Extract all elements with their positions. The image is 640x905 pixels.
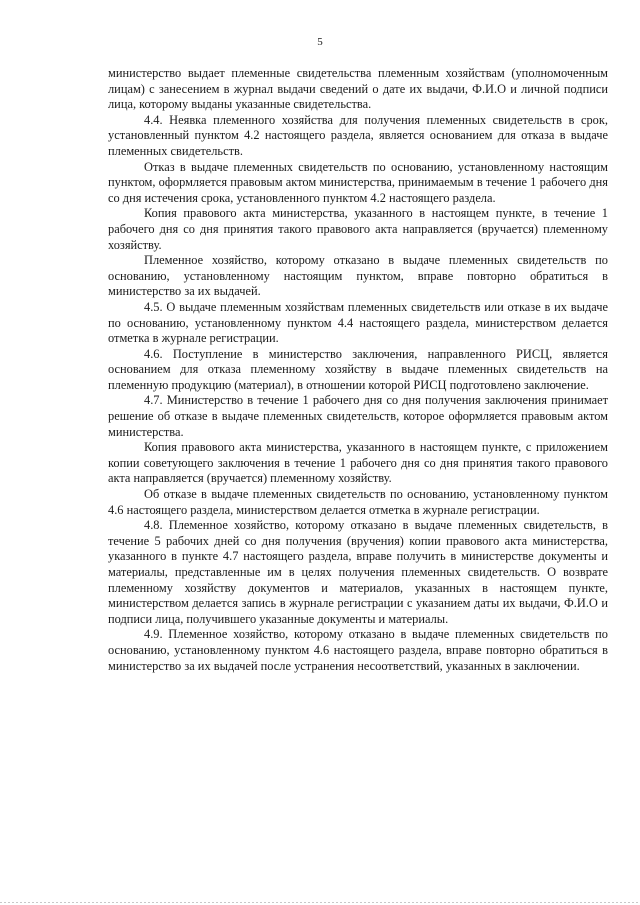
paragraph-4-8: 4.8. Племенное хозяйство, которому отказано в выдаче племенных свидетельств, в течение 5 рабочих дней со дня получения (вручения) копии правового акта министерства, указанного в пункте 4.7 настоящего раздела, вправе получить в министерстве документы и материалы, представленные им в целях получения племенных свидетельств. О возврате племенному хозяйству документов и материалов, указанных в настоящем пункте, министерством делается запись в журнале регистрации с указанием даты их выдачи, Ф.И.О и подписи лица, получившего указанные документы и материалы.: [108, 518, 608, 626]
paragraph-continuation: министерство выдает племенные свидетельства племенным хозяйствам (уполномоченным лицам) с занесением в журнал выдачи сведений о дате их выдачи, Ф.И.О и личной подписи лица, которому выданы указанные свидетельства.: [108, 66, 608, 112]
paragraph-4-4-refusal: Отказ в выдаче племенных свидетельств по основанию, установленному настоящим пунктом, оформляется правовым актом министерства, принимаемым в течение 1 рабочего дня со дня истечения срока, установленного пунктом 4.2 настоящего раздела.: [108, 159, 608, 205]
paragraph-4-7: 4.7. Министерство в течение 1 рабочего дня со дня получения заключения принимает решение об отказе в выдаче племенных свидетельств, которое оформляется правовым актом министерства.: [108, 393, 608, 439]
scan-bottom-edge: [0, 902, 640, 903]
paragraph-4-4: 4.4. Неявка племенного хозяйства для получения племенных свидетельств в срок, установленный пунктом 4.2 настоящего раздела, является основанием для отказа в выдаче племенных свидетельств.: [108, 112, 608, 158]
paragraph-4-4-reapply: Племенное хозяйство, которому отказано в выдаче племенных свидетельств по основанию, установленному настоящим пунктом, вправе повторно обратиться в министерство за их выдачей.: [108, 253, 608, 299]
paragraph-4-7-copy: Копия правового акта министерства, указанного в настоящем пункте, с приложением копии советующего заключения в течение 1 рабочего дня со дня принятия такого правового акта направляется (вручается) племенному хозяйству.: [108, 440, 608, 486]
paragraph-4-4-copy: Копия правового акта министерства, указанного в настоящем пункте, в течение 1 рабочего дня со дня принятия такого правового акта направляется (вручается) племенному хозяйству.: [108, 206, 608, 252]
paragraph-4-5: 4.5. О выдаче племенным хозяйствам племенных свидетельств или отказе в их выдаче по основанию, установленному пунктом 4.4 настоящего раздела, министерством делается отметка в журнале регистрации.: [108, 299, 608, 346]
paragraph-4-9: 4.9. Племенное хозяйство, которому отказано в выдаче племенных свидетельств по основанию, установленному пунктом 4.6 настоящего раздела, вправе повторно обратиться в министерство за их выдачей после устранения несоответствий, указанных в заключении.: [108, 627, 608, 673]
document-body: [108, 66, 608, 674]
paragraph-4-6: 4.6. Поступление в министерство заключения, направленного РИСЦ, является основанием для отказа племенному хозяйству в выдаче племенных свидетельств на племенную продукцию (материал), в отношении которой РИСЦ подготовлено заключение.: [108, 346, 608, 392]
page-number: 5: [317, 36, 323, 48]
paragraph-4-7-note: Об отказе в выдаче племенных свидетельств по основанию, установленному пунктом 4.6 настоящего раздела, министерством делается отметка в журнале регистрации.: [108, 487, 608, 517]
